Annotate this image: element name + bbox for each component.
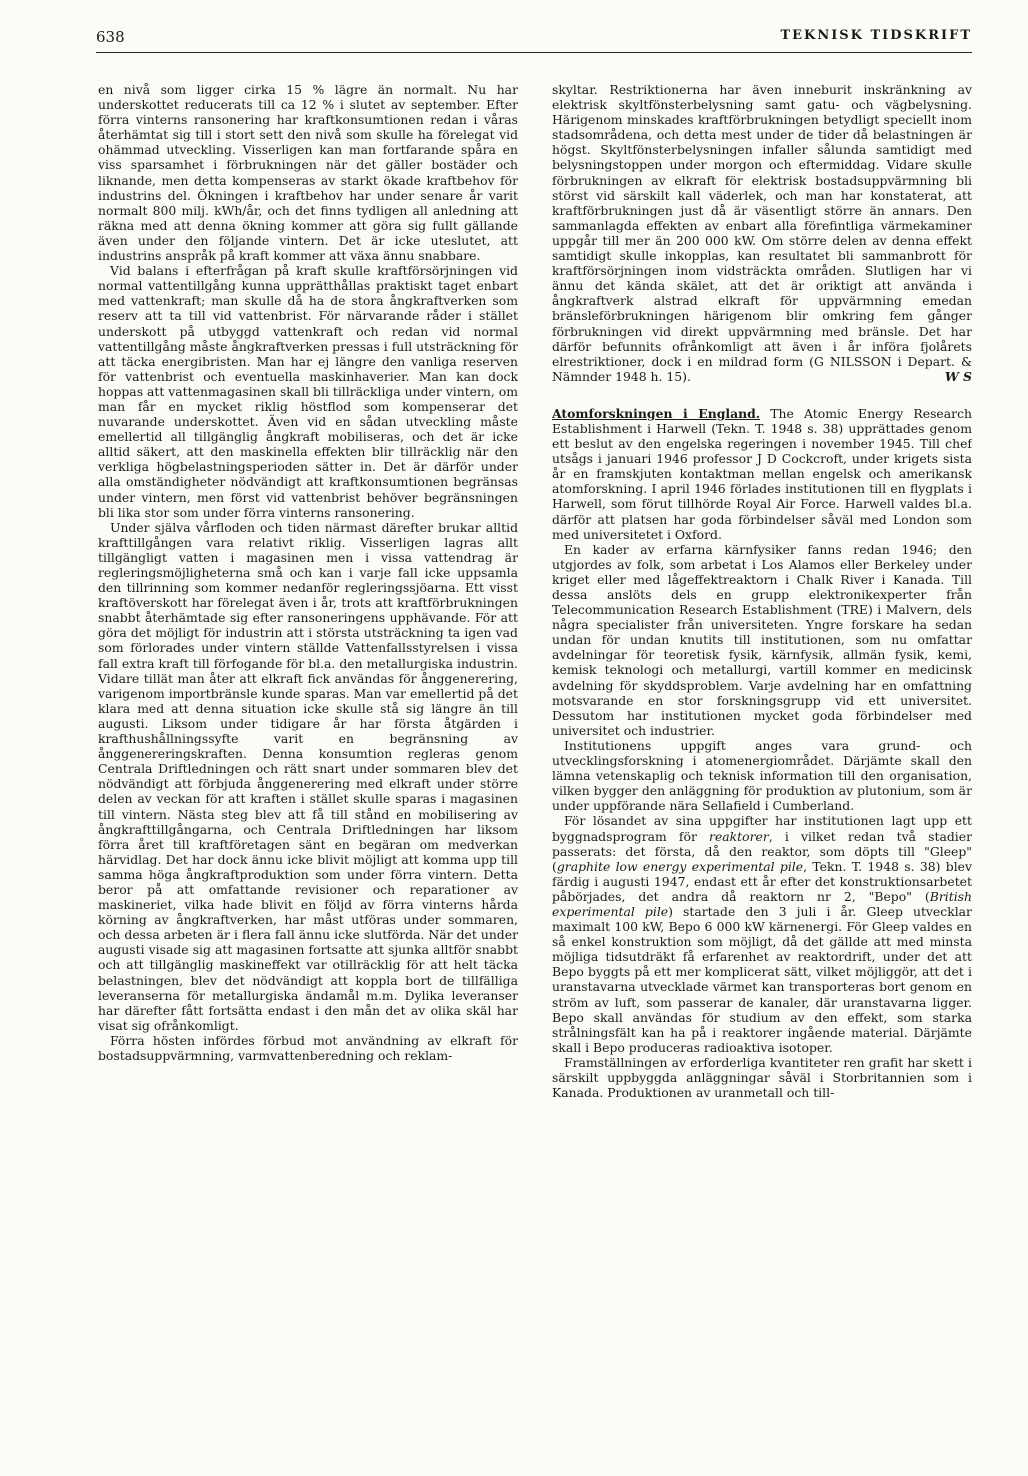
emphasis-gleep: graphite low energy experimental pile [556,858,804,874]
emphasis-reaktorer: reaktorer [709,828,769,844]
paragraph: Framställningen av erforderliga kvantiteter ren grafit har skett i särskilt uppbyggda anläggningar såväl i Storbritannien som i Kanada. Produktionen av uranmetall och till- [552,1054,972,1101]
paragraph: En kader av erfarna kärnfysiker fanns redan 1946; den utgjordes av folk, som arbetat i Los Alamos eller Berkeley under kriget eller med lågeffektreaktorn i Chalk River i Kanada. Till dessa anslöts dels en grupp elektronikexperter från Telecommunication Research Establishment (TRE) i Malvern, dels några specialister från universiteten. Yngre forskare ha sedan undan för undan knutits till institutionen, som nu omfattar avdelningar för teoretisk fysik, kärnfysik, allmän fysik, kemi, kemisk teknologi och metallurgi, vartill kommer en medicinsk avdelning för skyddsproblem. Varje avdelning har en omfattning motsvarande en stor forskningsgrupp vid ett universitet. Dessutom har institutionen mycket goda förbindelser med universitet och industrier. [552,541,972,738]
left-column [98,82,518,1462]
paragraph: en nivå som ligger cirka 15 % lägre än normalt. Nu har underskottet reducerats till ca 12 % i slutet av september. Efter förra vinterns ransonering har kraftkonsumtionen redan i våras återhämtat sig till i stort sett den nivå som skulle ha förelegat vid ohämmad utveckling. Visserligen kan man fortfarande spåra en viss sparsamhet i förbrukningen när det gäller bostäder och liknande, men detta kompenseras av starkt ökade kraftbehov för industrins del. Ökningen i kraftbehov har under senare år varit normalt 800 milj. kWh/år, och det finns tydligen all anledning att räkna med att denna ökning kommer att göra sig fullt gällande även under den följande vintern. Det är icke uteslutet, att industrins anspråk på kraft kommer att växa ännu snabbare. [98,82,518,264]
paragraph [552,82,972,384]
journal-title: TEKNISK TIDSKRIFT [780,28,972,43]
page-number: 638 [96,28,125,46]
article-heading: Atomforskningen i England. [552,405,761,421]
author-signature: W S [944,368,972,384]
paragraph-text: The Atomic Energy Research Establishment i Harwell (Tekn. T. 1948 s. 38) upprättades genom ett beslut av den engelska regeringen i november 1945. Till chef utsågs i januari 1946 professor J D Cockcroft, under krigets sista år en framskjuten kontaktman mellan engelsk och amerikansk atomforskning. I april 1946 förlades institutionen till en flygplats i Harwell, som förut tillhörde Royal Air Force. Harwell valdes bl.a. därför att platsen har goda förbindelser såväl med London som med universitetet i Oxford. [552,405,972,542]
paragraph [552,813,972,1055]
text-span: , Tekn. T. 1948 s. 38) blev färdig i augusti 1947, endast ett år efter det konstruktionsarbetet påbörjades, det andra då reaktorn nr 2, "Bepo" ( [552,858,972,904]
right-column [552,82,972,1462]
page-header [96,28,972,50]
paragraph: Vid balans i efterfrågan på kraft skulle kraftförsörjningen vid normal vattentillgång kunna upprätthållas praktiskt taget enbart med vattenkraft; man skulle då ha de stora ångkraftverken som reserv att ta till vid vattenbrist. För närvarande råder i stället underskott på utbyggd vattenkraft och redan vid normal vattentillgång måste ångkraftverken pressas i full utsträckning för att täcka energibristen. Man har ej längre den vanliga reserven för vattenbrist och eventuella maskinhaverier. Man kan dock hoppas att vattenmagasinen skall bli tillräckliga under vintern, om man får en mycket riklig höstflod som kompenserar det nuvarande underskottet. Även vid en sådan utveckling måste emellertid all tillgänglig ångkraft mobiliseras, och det är icke alltid säkert, att den maskinella effekten blir tillräcklig när den verkliga högbelastningsperioden sätter in. Det är därför under alla omständigheter nödvändigt att kraftkonsumtionen begränsas under vintern, men först vid vattenbrist behöver begränsningen bli lika stor som under förra vinterns ransonering. [98,263,518,520]
text-span: ) startade den 3 juli i år. Gleep utvecklar maximalt 100 kW, Bepo 6 000 kW kärnenergi. För Gleep valdes en så enkel konstruktion som möjligt, då det gällde att med minsta möjliga tidsutdräkt få erfarenhet av reaktordrift, under det att Bepo byggts på ett mer komplicerat sätt, vilket möjliggör, att det i uranstavarna utvecklade värmet kan transporteras bort genom en ström av luft, som passerar de kanaler, där uranstavarna ligger. Bepo skall användas för studium av den effekt, som starka strålningsfält kan ha på i reaktorer ingående material. Därjämte skall i Bepo produceras radioaktiva isotoper. [552,903,972,1055]
header-rule [96,52,972,53]
paragraph: Förra hösten infördes förbud mot användning av elkraft för bostadsuppvärmning, varmvattenberedning och reklam- [98,1032,518,1063]
paragraph: Institutionens uppgift anges vara grund- och utvecklingsforskning i atomenergiområdet. Därjämte skall den lämna vetenskaplig och teknisk information till den organisation, vilken bygger den anläggning för produktion av plutonium, som är under uppförande nära Sellafield i Cumberland. [552,737,972,814]
text-span: För lösandet av sina uppgifter har institutionen lagt upp ett byggnadsprogram för [552,813,972,844]
emphasis-bepo: British experimental pile [552,888,972,919]
paragraph: Under själva vårfloden och tiden närmast därefter brukar alltid krafttillgången vara relativt riklig. Visserligen lagras allt tillgängligt vatten i magasinen men i vissa vattendrag är regleringsmöjligheterna små och kan i varje fall icke uppsamla den tillrinning som kommer nedanför regleringssjöarna. Ett visst kraftöverskott har förelegat även i år, trots att kraftförbrukningen snabbt återhämtade sig efter ransoneringens upphävande. För att göra det möjligt för industrin att i största utsträckning ta igen vad som förlorades under vintern ställde Vattenfallsstyrelsen i vissa fall extra kraft till förfogande för bl.a. den metallurgiska industrin. Vidare tillät man åter att elkraft fick användas för ånggenerering, varigenom importbränsle kunde sparas. Man var emellertid på det klara med att denna situation icke skulle stå sig längre än till augusti. Liksom under tidigare år har första åtgärden i krafthushållningssyfte varit en begränsning av ånggenereringskraften. Denna konsumtion regleras genom Centrala Driftledningen och rätt snart under sommaren blev det nödvändigt att förbjuda ånggenerering med elkraft under större delen av veckan för att kraften i stället skulle sparas i magasinen till vintern. Nästa steg blev att få till stånd en mobilisering av ångkrafttillgångarna, och Centrala Driftledningen har liksom förra året till kraftföretagen sänt en begäran om medverkan härvidlag. Det har dock ännu icke blivit möjligt att komma upp till samma höga ångkraftproduktion som under förra vintern. Detta beror på att omfattande revisioner och reparationer av maskineriet, vilka hade blivit en följd av förra vinterns hårda körning av ångkraftverken, har måst utföras under sommaren, och dessa arbeten är i flera fall ännu icke slutförda. När det under augusti visade sig att magasinen fortsatte att sjunka alltför snabbt och att tillgänglig maskineffekt var otillräcklig för att helt täcka belastningen, blev det nödvändigt att koppla bort de tillfälliga leveranserna för metallurgiska ändamål m.m. Dylika leveranser har därefter fått fortsätta endast i den mån det av olika skäl har visat sig ofrånkomligt. [98,519,518,1033]
article-intro [552,406,972,542]
text-span: , i vilket redan två stadier passerats: det första, då den reaktor, som döpts till "Gleep" ( [552,828,972,874]
continuation-text: skyltar. Restriktionerna har även inneburit inskränkning av elektrisk skyltfönsterbelysning samt gatu- och vägbelysning. Härigenom minskades kraftförbrukningen betydligt speciellt inom stadsområdena, och detta mest under de tider då belastningen är högst. Skyltfönsterbelysningen infaller sålunda samtidigt med belysningstoppen under morgon och eftermiddag. Vidare skulle förbrukningen av elkraft för elektrisk bostadsuppvärmning bli störst vid särskilt kall väderlek, och man har konstaterat, att kraftförbrukningen just då är väsentligt större än annars. Den sammanlagda effekten av enbart alla förefintliga värmekaminer uppgår till mer än 200 000 kW. Om större delen av denna effekt samtidigt skulle inkopplas, kan resultatet bli sammanbrott för kraftförsörjningen inom vidsträckta områden. Slutligen har vi ännu det kända skälet, att det är oriktigt att använda i ångkraftverk alstrad elkraft för uppvärmning emedan bränsleförbrukningen härigenom blir omkring fem gånger förbrukningen vid direkt uppvärmning med bränsle. Det har därför befunnits ofrånkomligt att även i år införa fjolårets elrestriktioner, dock i en mildrad form (G NILSSON i Depart. & Nämnder 1948 h. 15). [552,82,972,384]
